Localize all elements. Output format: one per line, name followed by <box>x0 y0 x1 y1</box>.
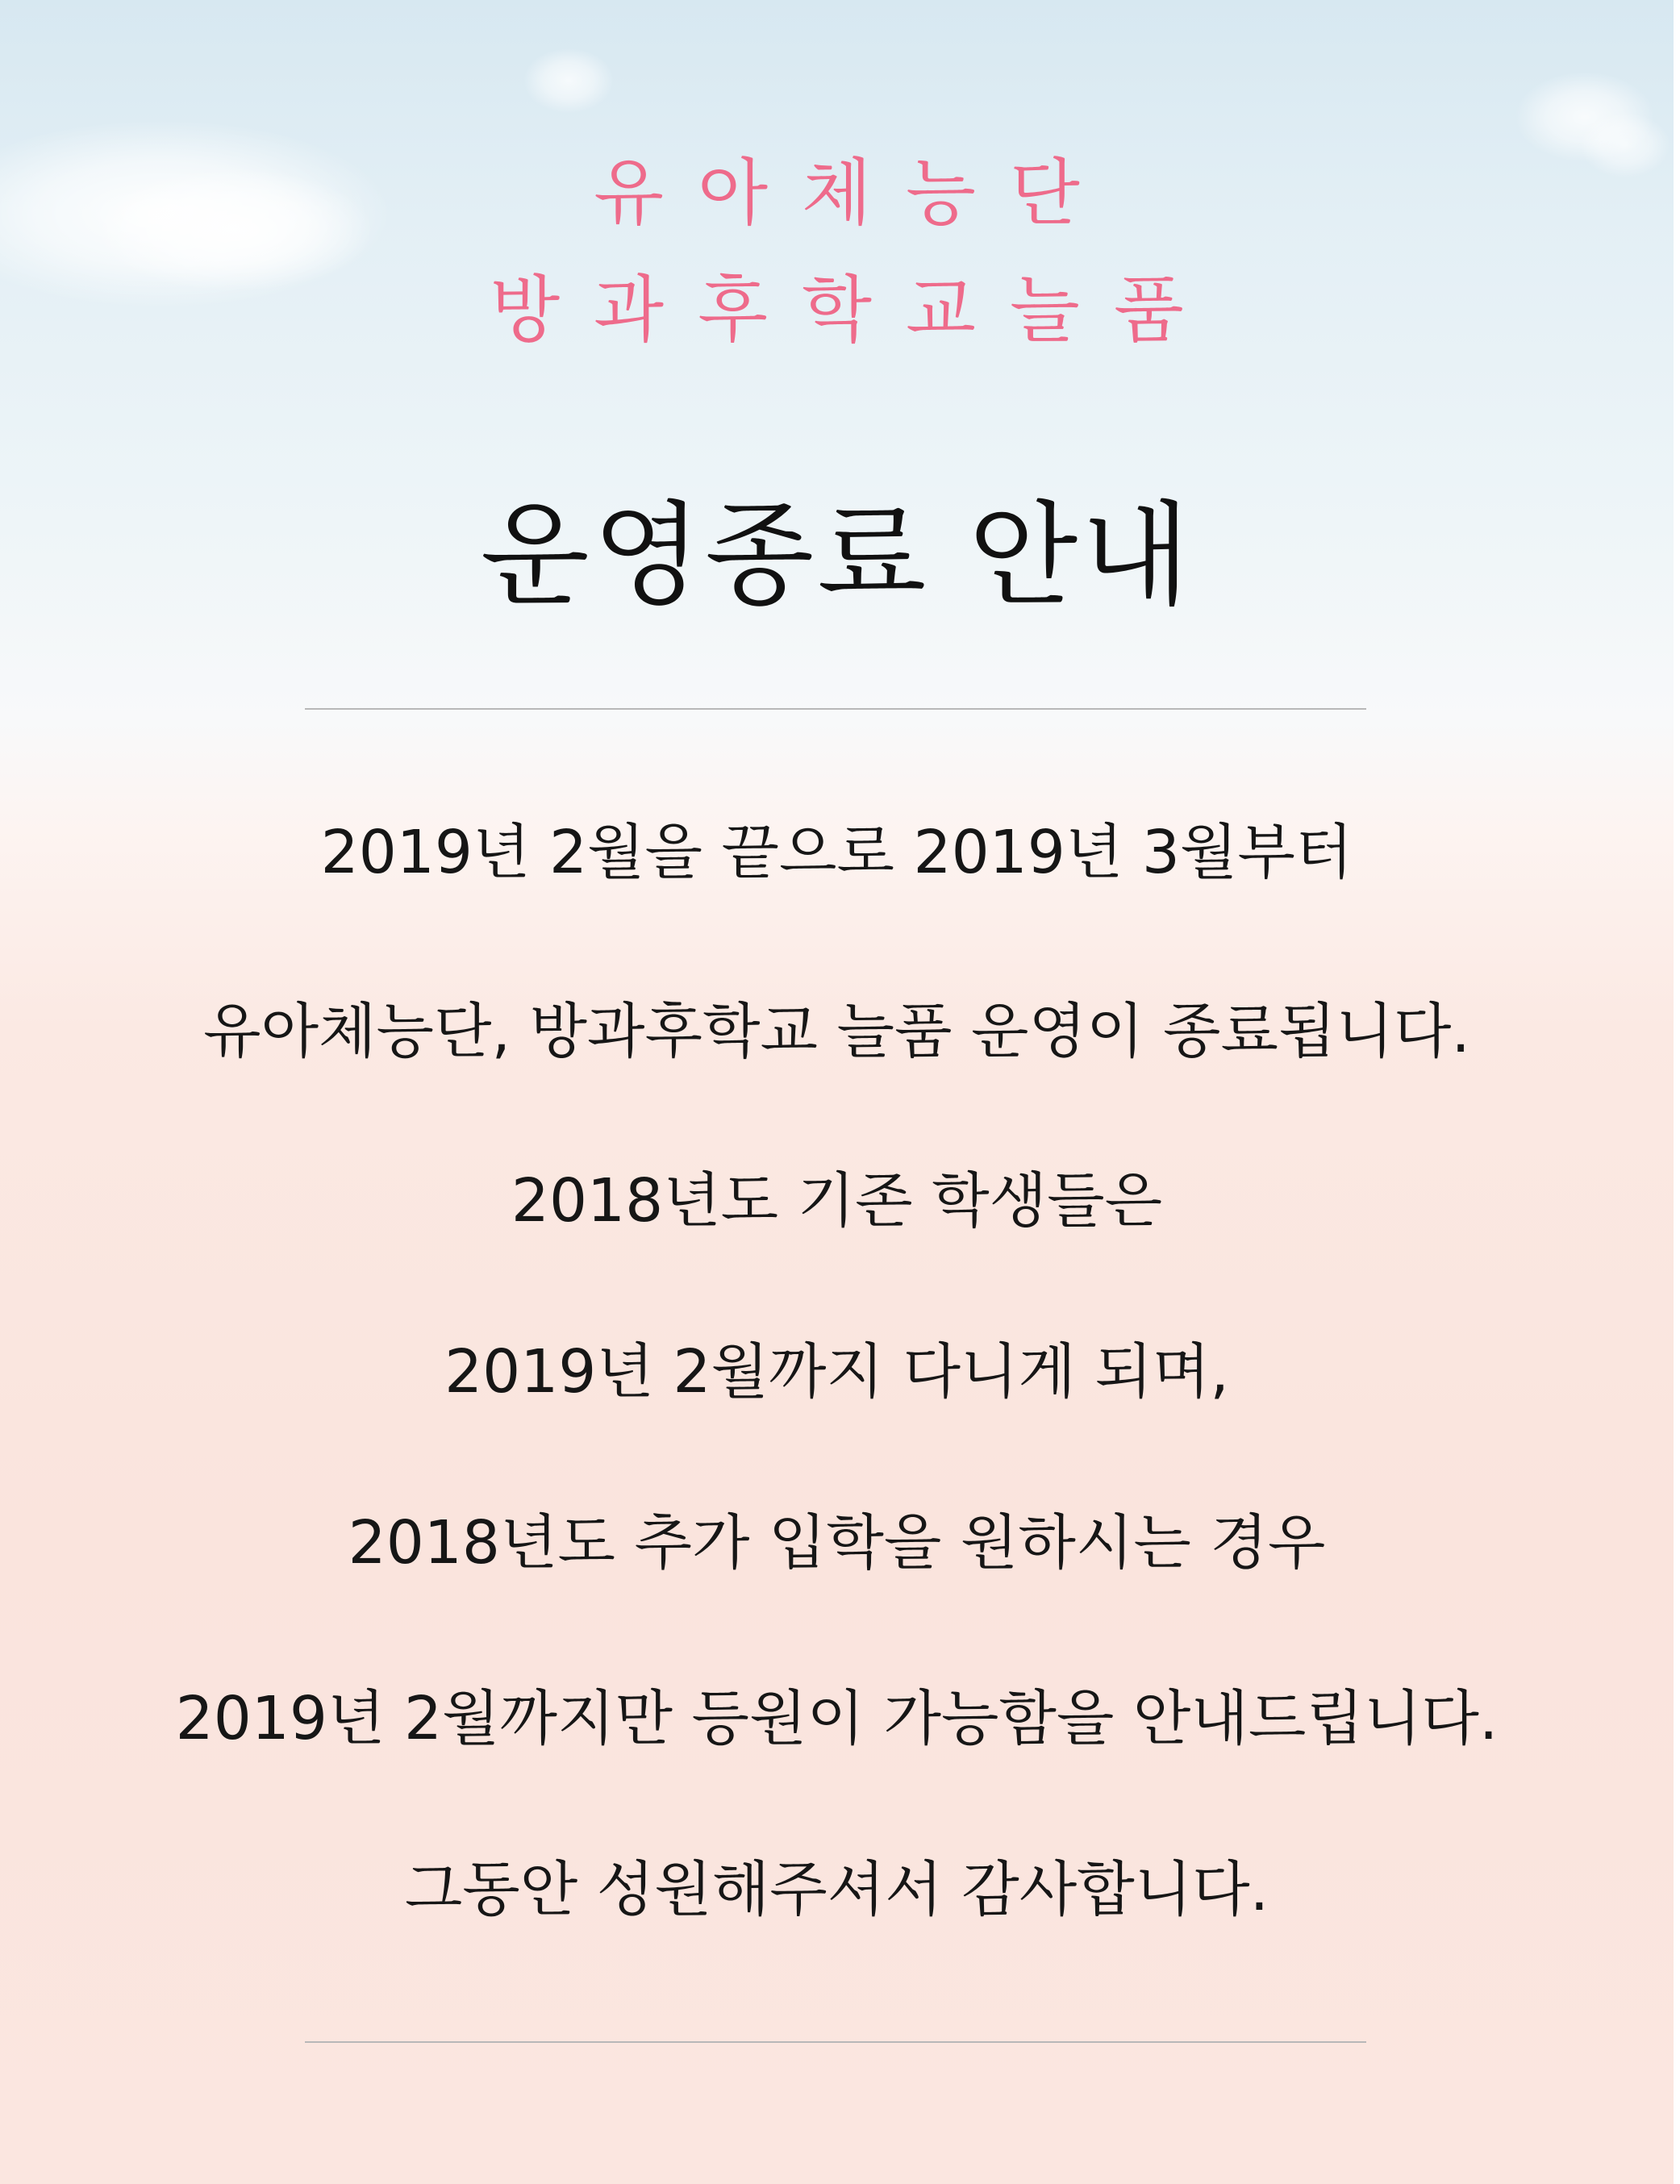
divider-bottom <box>305 2041 1366 2043</box>
page-title: 운영종료 안내 <box>480 490 1194 622</box>
notice-line: 그동안 성원해주셔서 감사합니다. <box>404 1855 1269 1924</box>
divider-top <box>305 708 1366 710</box>
notice-line: 2019년 2월까지 다니게 되며, <box>444 1337 1229 1407</box>
notice-line: 2018년도 기존 학생들은 <box>511 1166 1163 1236</box>
notice-line: 2019년 2월을 끝으로 2019년 3월부터 <box>320 818 1353 887</box>
page-edge <box>1674 0 1680 2184</box>
program-name-1: 유아체능단 <box>594 151 1114 235</box>
cloud-decoration <box>524 48 613 113</box>
notice-line: 2019년 2월까지만 등원이 가능함을 안내드립니다. <box>175 1684 1499 1753</box>
notice-line: 2018년도 추가 입학을 원하시는 경우 <box>348 1508 1326 1578</box>
notice-line: 유아체능단, 방과후학교 늘품 운영이 종료됩니다. <box>203 997 1470 1066</box>
program-name-2: 방과후학교늘품 <box>490 268 1218 352</box>
